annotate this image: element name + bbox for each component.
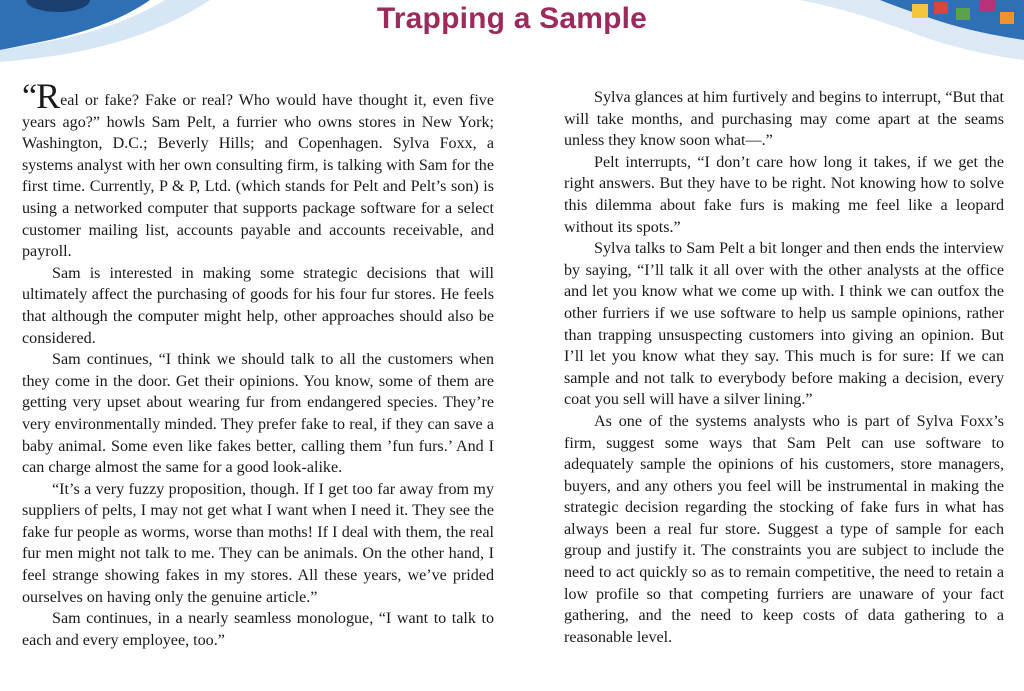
paragraph-9: As one of the systems analysts who is part of Sylva Foxx’s firm, suggest some ways that Sam Pelt can use software to adequately sample the opinions of his customers, store managers, buyers, and any others you feel will be instrumental in making the strategic decision regarding the stocking of fake furs in what has always been a real fur store. Suggest a type of sample for each group and justify it. The constraints you are subject to include the need to act quickly so as to remain competitive, the need to retain a low profile so that competing furriers are unaware of your fact gathering, and the need to keep costs of data gathering to a reasonable level. <box>564 412 1004 646</box>
paragraph-6: Sylva glances at him furtively and begins to interrupt, “But that will take months, and purchasing may come apart at the seams unless they know soon what—.” <box>564 89 1004 150</box>
opening-quote: “ <box>22 78 37 115</box>
paragraph-1-text: eal or fake? Fake or real? Who would have thought it, even five years ago?” howls Sam Pelt, a furrier who owns stores in New York; Washington, D.C.; Beverly Hills; and Copenhagen. Sylva Foxx, a systems analyst with her own consulting firm, is talking with Sam for the first time. Currently, P & P, Ltd. (which stands for Pelt and Pelt’s son) is using a networked computer that supports package software for a select customer mailing list, accounts payable and accounts receivable, and payroll. <box>22 92 494 261</box>
paragraph-2: Sam is interested in making some strategic decisions that will ultimately affect the purchasing of goods for his four fur stores. He feels that although the computer might help, other approaches should also be considered. <box>22 264 494 347</box>
paragraph-1 <box>22 76 494 263</box>
left-column <box>22 76 494 651</box>
paragraph-3: Sam continues, “I think we should talk to all the customers when they come in the door. Get their opinions. You know, some of them are getting very upset about wearing fur from endangered species. They’re very environmentally minded. They prefer fake to real, if they can save a baby animal. Some even like fakes better, calling them ’fun furs.’ And I can charge almost the same for a good look-alike. <box>22 351 494 477</box>
right-column <box>564 87 1004 648</box>
page-title: Trapping a Sample <box>376 2 648 35</box>
paragraph-5: Sam continues, in a nearly seamless monologue, “I want to talk to each and every employee, too.” <box>22 610 494 649</box>
paragraph-4: “It’s a very fuzzy proposition, though. If I get too far away from my suppliers of pelts, I may not get what I want when I need it. They see the fake fur people as worms, worse than moths! If I deal with them, the real fur men might not talk to me. They can be animals. On the other hand, I feel strange showing fakes in my stores. All these years, we’ve prided ourselves on having only the genuine article.” <box>22 480 494 606</box>
paragraph-7: Pelt interrupts, “I don’t care how long it takes, if we get the right answers. But they have to be right. Not knowing how to solve this dilemma about fake furs is making me feel like a leopard without its spots.” <box>564 153 1004 236</box>
drop-cap: R <box>36 76 61 116</box>
paragraph-8: Sylva talks to Sam Pelt a bit longer and then ends the interview by saying, “I’ll talk it all over with the other analysts at the office and let you know what we come up with. I think we can outfox the other furriers if we use software to help us sample opinions, rather than trapping unsuspecting customers into giving an opinion. But I’ll let you know what they say. This much is for sure: If we can sample and not talk to everybody before making a decision, every coat you sell will have a silver lining.” <box>564 240 1004 409</box>
